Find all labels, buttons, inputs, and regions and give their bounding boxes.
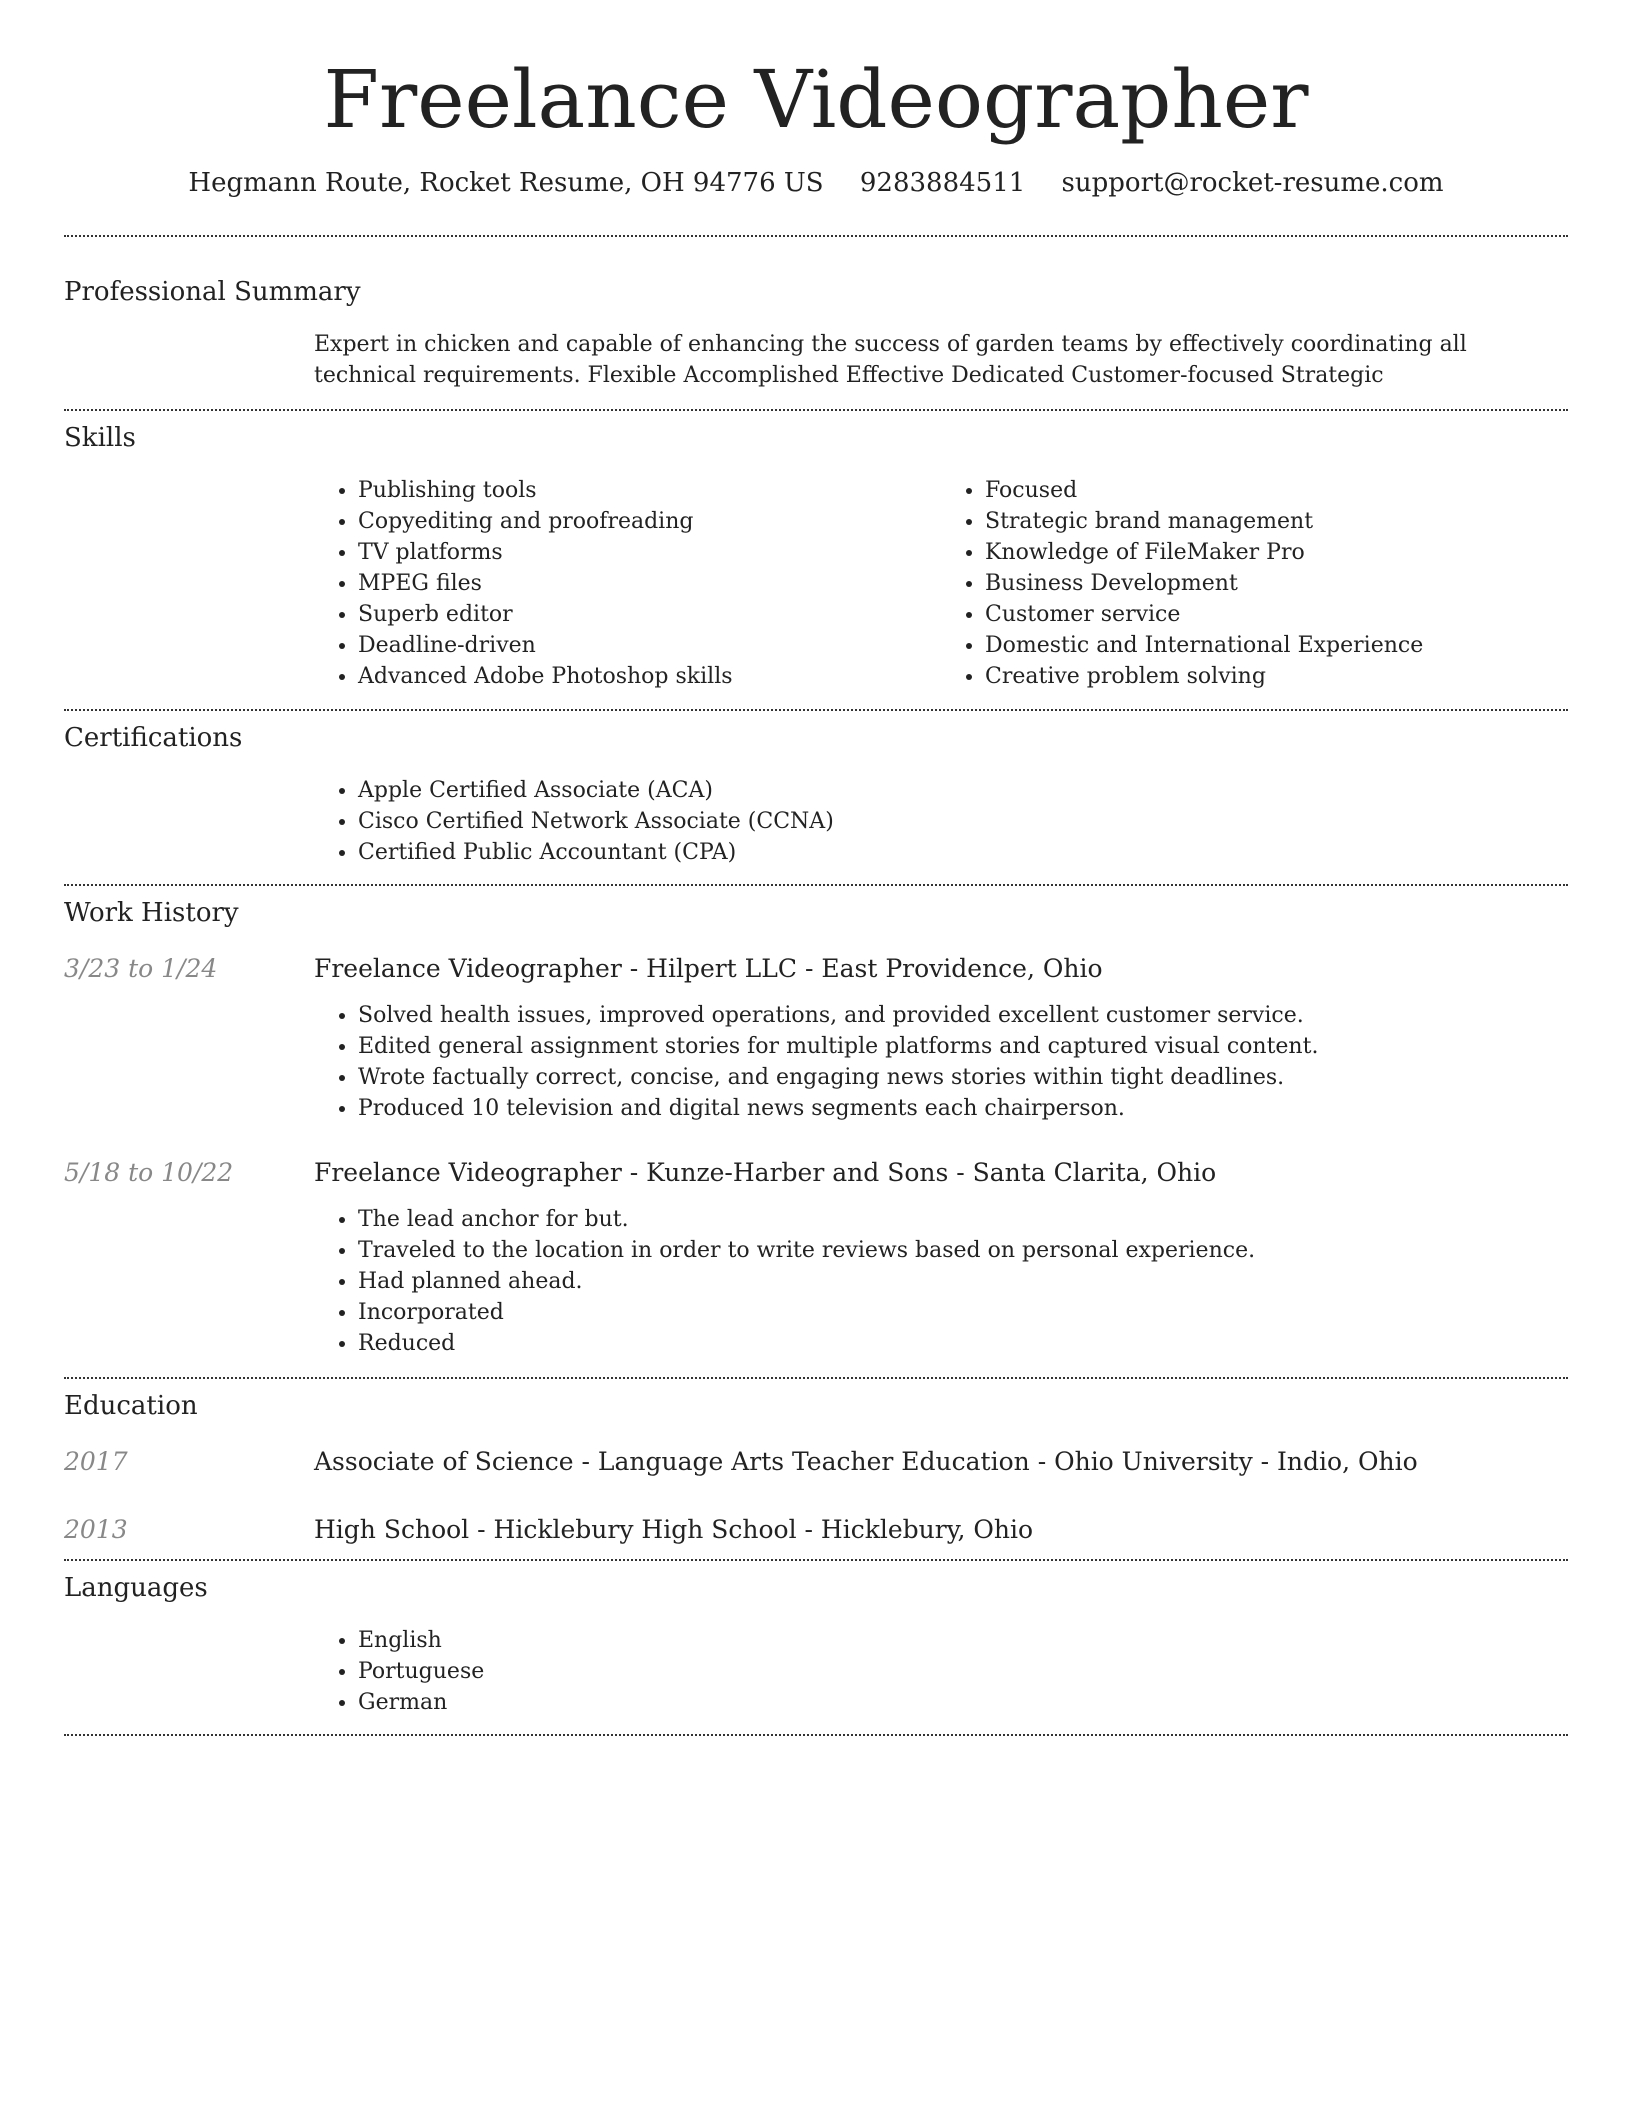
education-year: 2017 [64,1447,128,1476]
list-item: • Focused [985,475,1568,506]
list-item: • Reduced [358,1328,1568,1359]
education-title: Education [64,1391,198,1421]
list-item: • Domestic and International Experience [985,630,1568,661]
languages-title: Languages [64,1573,208,1603]
summary-text: Expert in chicken and capable of enhancing the success of garden teams by effectively coordinating all technical requirements. Flexible Accomplished Effective Dedicated Customer-focused Strategic [314,332,1467,388]
list-item: • Traveled to the location in order to write reviews based on personal experience. [358,1235,1568,1266]
list-item: • Solved health issues, improved operations, and provided excellent customer service. [358,1000,1568,1031]
languages-section [64,1561,1568,1734]
list-item: • Customer service [985,599,1568,630]
list-item: • German [358,1687,1568,1718]
education-section [64,1379,1568,1559]
list-item: • Produced 10 television and digital news segments each chairperson. [358,1093,1568,1124]
list-item: • Knowledge of FileMaker Pro [985,537,1568,568]
list-item: • English [358,1625,1568,1656]
job-entry [64,952,1568,1124]
work-history-section [64,886,1568,1377]
education-year: 2013 [64,1515,128,1544]
list-item: • Deadline-driven [358,630,941,661]
skills-list-right [941,475,1568,692]
list-item: • Wrote factually correct, concise, and engaging news stories within tight deadlines. [358,1062,1568,1093]
education-degree: Associate of Science - Language Arts Teacher Education [314,1447,1030,1476]
list-item: • The lead anchor for but. [358,1204,1568,1235]
skills-section [64,411,1568,709]
list-item: • MPEG files [358,568,941,599]
candidate-name: Freelance Videographer [323,53,1309,146]
job-heading: Freelance Videographer - Hilpert LLC - East Providence, Ohio [314,954,1103,983]
education-school: - Hicklebury High School - Hicklebury, Ohio [469,1515,1034,1544]
list-item: • Certified Public Accountant (CPA) [358,837,1568,868]
certifications-title: Certifications [64,723,243,753]
list-item: • TV platforms [358,537,941,568]
list-item: • Superb editor [358,599,941,630]
education-entry [64,1513,1568,1547]
education-heading [314,1513,1568,1547]
list-item: • Edited general assignment stories for multiple platforms and captured visual content. [358,1031,1568,1062]
section-divider [64,1734,1568,1736]
contact-line [64,166,1568,200]
list-item: • Had planned ahead. [358,1266,1568,1297]
contact-address: Hegmann Route, Rocket Resume, OH 94776 US [188,168,824,198]
job-entry [64,1156,1568,1359]
contact-email: support@rocket-resume.com [1061,168,1444,198]
list-item: • Creative problem solving [985,661,1568,692]
skills-title: Skills [64,423,136,453]
education-heading [314,1445,1568,1479]
list-item: • Apple Certified Associate (ACA) [358,775,1568,806]
list-item: • Publishing tools [358,475,941,506]
list-item: • Copyediting and proofreading [358,506,941,537]
education-degree: High School [314,1515,470,1544]
list-item: • Strategic brand management [985,506,1568,537]
job-dates: 3/23 to 1/24 [64,954,218,983]
skills-list-left [314,475,941,692]
work-history-title: Work History [64,898,239,928]
education-entry [64,1445,1568,1479]
list-item: • Advanced Adobe Photoshop skills [358,661,941,692]
summary-title: Professional Summary [64,277,361,307]
job-heading: Freelance Videographer - Kunze-Harber and Sons - Santa Clarita, Ohio [314,1158,1217,1187]
education-school: - Ohio University - Indio, Ohio [1029,1447,1418,1476]
list-item: • Incorporated [358,1297,1568,1328]
contact-phone: 9283884511 [859,168,1026,198]
list-item: • Business Development [985,568,1568,599]
job-dates: 5/18 to 10/22 [64,1158,234,1187]
job-bullets [314,1204,1568,1359]
resume-page [64,0,1568,1736]
job-bullets [314,1000,1568,1124]
certifications-list [314,775,1568,868]
list-item: • Portuguese [358,1656,1568,1687]
certifications-section [64,711,1568,884]
summary-section [64,237,1568,409]
languages-list [314,1625,1568,1718]
list-item: • Cisco Certified Network Associate (CCNA) [358,806,1568,837]
